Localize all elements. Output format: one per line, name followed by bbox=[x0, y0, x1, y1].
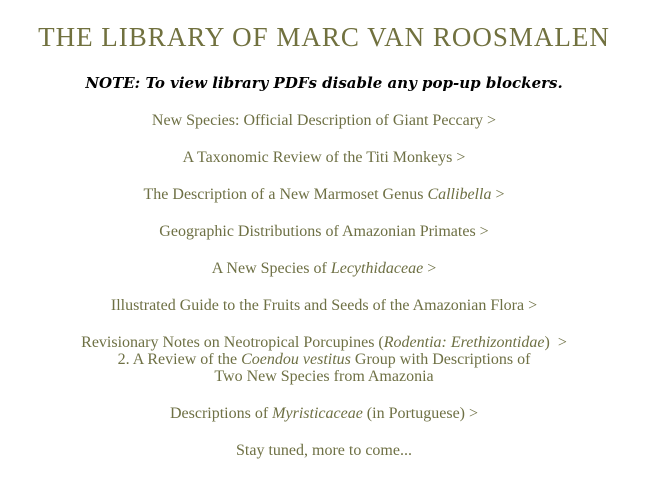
link-text: Group with Descriptions of bbox=[350, 351, 531, 368]
library-link[interactable] bbox=[0, 334, 648, 385]
link-list bbox=[0, 112, 648, 422]
library-link[interactable] bbox=[0, 260, 648, 277]
page-title: THE LIBRARY OF MARC VAN ROOSMALEN bbox=[38, 22, 610, 52]
link-text: 2. A Review of the bbox=[117, 351, 242, 368]
library-link[interactable] bbox=[0, 223, 648, 240]
link-text: Descriptions of bbox=[169, 405, 273, 422]
library-link[interactable] bbox=[0, 186, 648, 203]
link-text-italic: Lecythidaceae bbox=[330, 260, 424, 277]
link-text: A Taxonomic Review of the Titi Monkeys > bbox=[182, 149, 466, 166]
link-text: The Description of a New Marmoset Genus bbox=[143, 186, 428, 203]
link-text-italic: Callibella bbox=[427, 186, 492, 203]
link-text: A New Species of bbox=[211, 260, 331, 277]
link-text: Illustrated Guide to the Fruits and Seeds of the Amazonian Flora > bbox=[110, 297, 538, 314]
link-text: Revisionary Notes on Neotropical Porcupines ( bbox=[81, 334, 384, 351]
library-link[interactable] bbox=[0, 297, 648, 314]
library-link[interactable] bbox=[0, 405, 648, 422]
library-link[interactable] bbox=[0, 112, 648, 129]
link-text: ) > bbox=[544, 334, 567, 351]
popup-blocker-note: NOTE: To view library PDFs disable any pop-up blockers. bbox=[85, 74, 563, 92]
link-text: > bbox=[423, 260, 437, 277]
stay-tuned-text: Stay tuned, more to come... bbox=[236, 442, 412, 459]
link-text: > bbox=[491, 186, 505, 203]
link-text-italic: Rodentia: Erethizontidae bbox=[383, 334, 545, 351]
link-text: Geographic Distributions of Amazonian Primates > bbox=[159, 223, 489, 240]
library-link[interactable] bbox=[0, 149, 648, 166]
link-text: (in Portuguese) > bbox=[362, 405, 479, 422]
link-text-italic: Myristicaceae bbox=[272, 405, 363, 422]
link-text: New Species: Official Description of Giant Peccary > bbox=[151, 112, 497, 129]
link-text-italic: Coendou vestitus bbox=[241, 351, 351, 368]
link-text: Two New Species from Amazonia bbox=[214, 368, 434, 385]
